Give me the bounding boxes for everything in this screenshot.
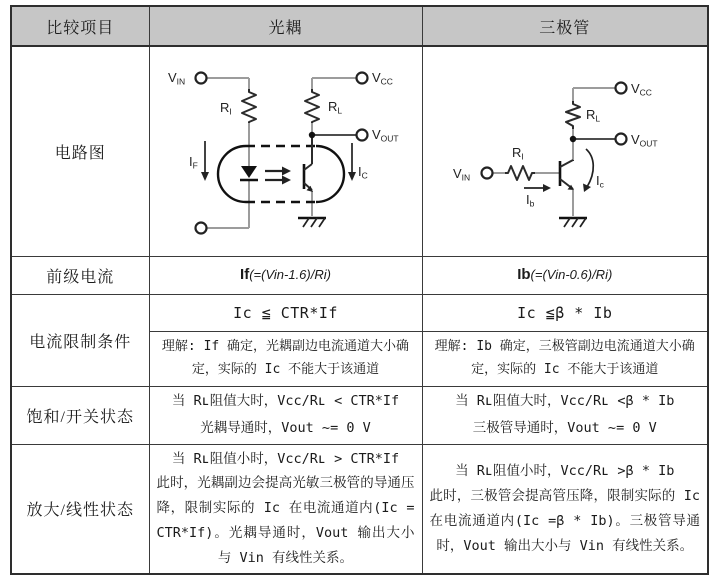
cell-opto-input-current	[149, 256, 422, 294]
cell-bjt-circuit	[422, 46, 708, 256]
vcc-label: VCC	[372, 70, 393, 87]
ic-label: Ic	[595, 173, 604, 190]
row-label-input-current: 前级电流	[11, 256, 149, 294]
row-input-current	[11, 256, 708, 294]
opto-saturation-line1: 当 Rʟ阻值大时，Vcc/Rʟ < CTR*If	[171, 393, 400, 409]
cell-opto-circuit	[149, 46, 422, 256]
transistor-circuit-diagram	[423, 47, 707, 255]
resistor-ri-icon	[505, 166, 535, 180]
gnd-terminal-icon	[196, 223, 207, 234]
npn-transistor-icon	[560, 160, 574, 190]
ground-icon	[559, 218, 587, 227]
opto-linear-body: 此时，光耦副边会提高光敏三极管的导通压降，限制实际的 Ic 在电流通道内(Ic = CTR*If)。光耦导通时，Vout 输出大小与 Vin 有线性关系。	[156, 475, 415, 567]
cell-bjt-input-current	[422, 256, 708, 294]
cell-bjt-limit-formula: Ic ≦β * Ib	[422, 294, 708, 331]
ic-label: IC	[358, 164, 368, 181]
opto-linear-line1: 当 Rʟ阻值小时，Vcc/Rʟ > CTR*If	[171, 450, 400, 467]
vcc-terminal-icon	[615, 83, 626, 94]
cell-opto-linear	[149, 444, 422, 574]
vin-terminal-icon	[196, 73, 207, 84]
rl-label: RL	[585, 107, 600, 124]
header-cell-transistor: 三极管	[422, 6, 708, 46]
cell-bjt-linear	[422, 444, 708, 574]
row-linear-state	[11, 444, 708, 574]
row-label-circuit-diagram: 电路图	[11, 46, 149, 256]
ib-formula-lead: Ib	[517, 266, 531, 283]
optocoupler-package-outline	[218, 146, 246, 202]
vout-terminal-icon	[615, 134, 626, 145]
header-row	[11, 6, 708, 46]
row-saturation-state	[11, 386, 708, 444]
bjt-linear-line1: 当 Rʟ阻值小时，Vcc/Rʟ >β * Ib	[455, 462, 675, 479]
resistor-rl-icon	[305, 89, 319, 123]
vcc-terminal-icon	[357, 73, 368, 84]
light-arrows-icon	[265, 167, 291, 185]
rl-label: RL	[328, 99, 343, 116]
current-arrow-ic-icon	[583, 149, 593, 192]
led-icon	[241, 166, 257, 178]
optocoupler-package-dashed-edge	[246, 146, 316, 202]
phototransistor-icon	[304, 135, 313, 192]
row-current-limit-formula	[11, 294, 708, 331]
vout-terminal-icon	[357, 130, 368, 141]
row-label-current-limit: 电流限制条件	[11, 294, 149, 386]
optocoupler-package-outline	[316, 146, 344, 202]
current-arrow-ib-icon	[524, 184, 551, 192]
resistor-ri-icon	[242, 89, 256, 123]
ib-formula-rest: (=(Vin-0.6)/Ri)	[530, 267, 613, 282]
current-arrow-ic-icon	[348, 143, 356, 181]
row-label-saturation-state: 饱和/开关状态	[11, 386, 149, 444]
ib-label: Ib	[525, 192, 535, 209]
header-cell-optocoupler: 光耦	[149, 6, 422, 46]
cell-opto-saturation	[149, 386, 422, 444]
resistor-rl-icon	[566, 101, 580, 129]
vout-label: VOUT	[372, 127, 399, 144]
cell-bjt-saturation	[422, 386, 708, 444]
if-formula-lead: If	[240, 266, 250, 283]
if-formula-rest: (=(Vin-1.6)/Ri)	[249, 267, 331, 282]
header-cell-compare-item: 比较项目	[11, 6, 149, 46]
ri-label: RI	[511, 145, 524, 162]
cell-opto-limit-note: 理解: If 确定，光耦副边电流通道大小确定，实际的 Ic 不能大于该通道	[149, 331, 422, 386]
vin-label: VIN	[168, 70, 186, 87]
vin-terminal-icon	[481, 168, 492, 179]
comparison-table	[10, 5, 709, 575]
optocoupler-circuit-diagram	[150, 47, 421, 255]
junction-dot	[309, 132, 315, 138]
row-circuit-diagram	[11, 46, 708, 256]
ri-label: RI	[220, 100, 232, 117]
row-label-linear-state: 放大/线性状态	[11, 444, 149, 574]
if-label: IF	[189, 154, 198, 171]
current-arrow-if-icon	[201, 141, 209, 181]
bjt-linear-body: 此时，三极管会提高管压降，限制实际的 Ic 在电流通道内(Ic =β * Ib)。三极管导通时，Vout 输出大小与 Vin 有线性关系。	[429, 487, 700, 554]
opto-saturation-line2: 光耦导通时，Vout ~= 0 V	[200, 420, 371, 436]
vout-label: VOUT	[630, 132, 658, 149]
bjt-saturation-line1: 当 Rʟ阻值大时，Vcc/Rʟ <β * Ib	[455, 393, 675, 409]
cell-opto-limit-formula: Ic ≦ CTR*If	[149, 294, 422, 331]
junction-dot	[570, 136, 576, 142]
bjt-saturation-line2: 三极管导通时，Vout ~= 0 V	[472, 420, 657, 436]
ground-icon	[298, 218, 326, 227]
cell-bjt-limit-note: 理解: Ib 确定，三极管副边电流通道大小确定，实际的 Ic 不能大于该通道	[422, 331, 708, 386]
vin-label: VIN	[452, 166, 470, 183]
vcc-label: VCC	[630, 81, 652, 98]
